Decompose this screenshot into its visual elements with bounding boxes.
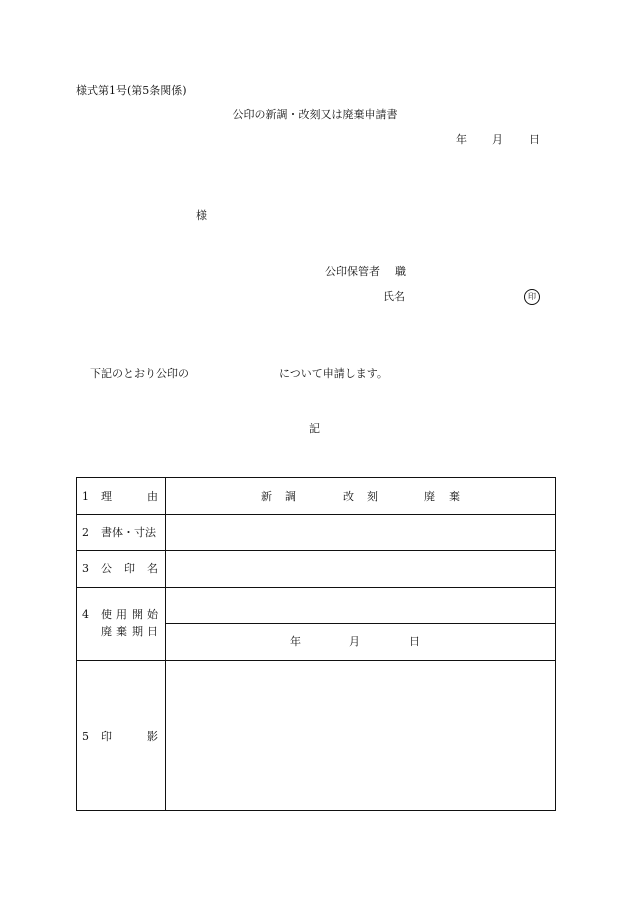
row5-label-char: 影 <box>147 730 158 743</box>
row5-label-char: 印 <box>101 730 112 743</box>
row3-label-char: 印 <box>124 562 135 575</box>
ki-heading: 記 <box>309 422 320 435</box>
period-date-month: 月 <box>349 635 360 648</box>
table-column-divider <box>165 478 166 810</box>
header-date-day: 日 <box>529 133 540 146</box>
header-date-year: 年 <box>456 133 467 146</box>
row3-number: 3 <box>82 562 89 575</box>
application-table <box>76 477 556 811</box>
row5-number: 5 <box>82 730 89 743</box>
table-row-divider <box>165 623 555 624</box>
table-row-divider <box>77 660 555 661</box>
period-date-day: 日 <box>409 635 420 648</box>
reason-option-dispose: 廃 <box>424 490 435 503</box>
table-row-divider <box>77 587 555 588</box>
row4-label-char: 棄 <box>116 625 127 638</box>
header-date-month: 月 <box>492 133 503 146</box>
row3-label-char: 名 <box>147 562 158 575</box>
row4-number: 4 <box>82 608 89 621</box>
row4-label-char: 使 <box>101 608 112 621</box>
period-date-year: 年 <box>290 635 301 648</box>
seal-keeper-label: 公印保管者 <box>325 265 380 278</box>
row4-label-char: 始 <box>147 608 158 621</box>
row1-label-char: 理 <box>101 490 112 503</box>
reason-option-new: 調 <box>285 490 296 503</box>
reason-option-dispose: 棄 <box>449 490 460 503</box>
row4-label-char: 開 <box>132 608 143 621</box>
reason-option-recarve: 改 <box>343 490 354 503</box>
form-title: 公印の新調・改刻又は廃棄申請書 <box>232 108 398 121</box>
table-row-divider <box>77 550 555 551</box>
statement-prefix: 下記のとおり公印の <box>90 367 189 380</box>
row1-label-char: 由 <box>147 490 158 503</box>
row2-label: 書体・寸法 <box>101 526 156 539</box>
seal-mark: 印 <box>524 289 540 305</box>
row4-label-char: 期 <box>132 625 143 638</box>
addressee-suffix: 様 <box>196 209 207 222</box>
table-row-divider <box>77 514 555 515</box>
statement-suffix: について申請します。 <box>279 367 388 380</box>
reason-option-recarve: 刻 <box>367 490 378 503</box>
row4-label-char: 日 <box>147 625 158 638</box>
form-number: 様式第1号(第5条関係) <box>76 84 187 97</box>
reason-option-new: 新 <box>261 490 272 503</box>
name-label: 氏名 <box>383 290 405 303</box>
position-label: 職 <box>395 265 406 278</box>
row4-label-char: 用 <box>116 608 127 621</box>
row2-number: 2 <box>82 526 89 539</box>
row1-number: 1 <box>82 490 89 503</box>
row4-label-char: 廃 <box>101 625 112 638</box>
row3-label-char: 公 <box>101 562 112 575</box>
